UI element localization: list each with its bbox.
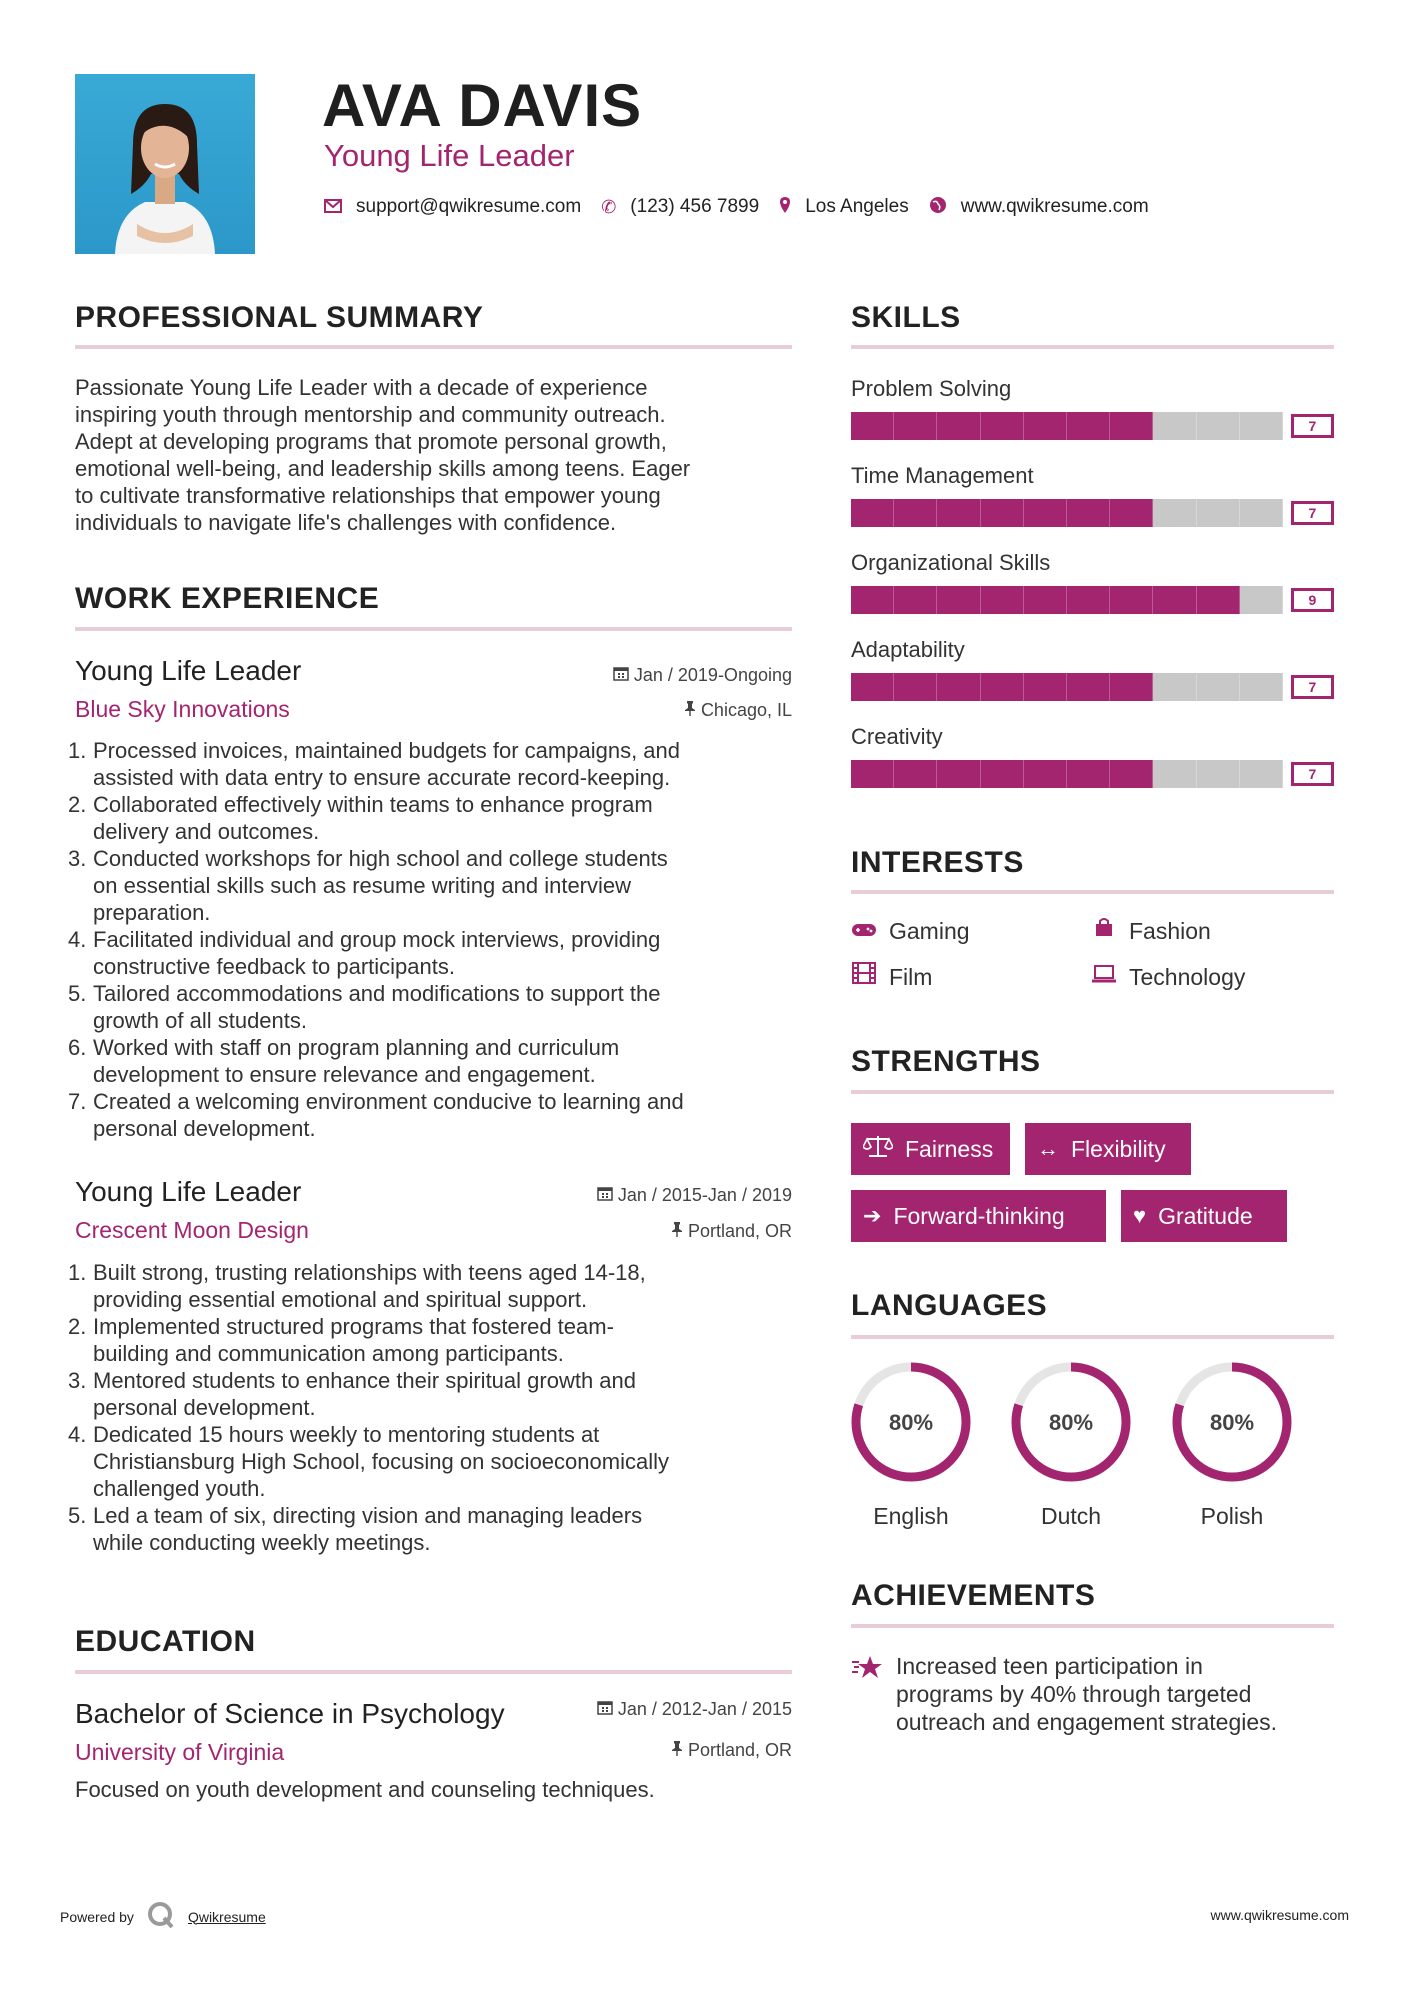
achievements-heading: ACHIEVEMENTS xyxy=(851,1579,1096,1612)
skill-segment-filled xyxy=(937,586,980,614)
education-note: Focused on youth development and counseling techniques. xyxy=(75,1777,655,1802)
summary-heading: PROFESSIONAL SUMMARY xyxy=(75,301,484,334)
language-percent: 80% xyxy=(888,1410,934,1435)
skill-segment-filled xyxy=(1067,586,1110,614)
experience-heading: WORK EXPERIENCE xyxy=(75,582,380,615)
footer-url[interactable]: www.qwikresume.com xyxy=(1210,1907,1349,1923)
strengths-heading: STRENGTHS xyxy=(851,1045,1041,1078)
calendar-icon xyxy=(597,1185,618,1205)
language-dutch xyxy=(1009,1360,1133,1530)
language-polish xyxy=(1170,1360,1294,1530)
interest-technology: Technology xyxy=(1091,962,1245,992)
skill-segment-filled xyxy=(894,412,937,440)
list-item: 7. Created a welcoming environment conducive to learning and personal development. xyxy=(68,1089,684,1141)
list-item: 3. Mentored students to enhance their spiritual growth and personal development. xyxy=(68,1368,636,1420)
skill-segment-filled xyxy=(1024,673,1067,701)
skill-segment-filled xyxy=(937,499,980,527)
job-2-duties xyxy=(68,1259,798,1556)
calendar-icon xyxy=(613,665,634,685)
skill-segment-filled xyxy=(1024,586,1067,614)
footer-powered-by xyxy=(60,1900,266,1933)
portrait-image xyxy=(75,74,255,254)
contact-location: Los Angeles xyxy=(805,196,909,217)
skill-segment-filled xyxy=(1153,586,1196,614)
candidate-title: Young Life Leader xyxy=(324,138,575,173)
skill-segment-empty xyxy=(1153,760,1196,788)
skill-segment-filled xyxy=(851,760,894,788)
job-2-title: Young Life Leader xyxy=(75,1176,302,1207)
contact-row xyxy=(324,194,1149,220)
skill-segment-empty xyxy=(1197,673,1240,701)
job-1-dates: Jan / 2019-Ongoing xyxy=(540,663,792,687)
skill-segment-filled xyxy=(1110,586,1153,614)
job-1-duties xyxy=(68,737,798,1142)
skill-segment-filled xyxy=(1067,673,1110,701)
skill-score: 7 xyxy=(1291,762,1334,786)
skill-segment-filled xyxy=(937,673,980,701)
skill-score: 7 xyxy=(1291,675,1334,699)
list-item: 1. Processed invoices, maintained budgets for campaigns, and assisted with data entry to ensure accurate record-keeping. xyxy=(68,738,681,790)
education-heading: EDUCATION xyxy=(75,1625,256,1658)
language-name: English xyxy=(873,1503,949,1529)
skill-segment-filled xyxy=(894,586,937,614)
strengths-divider xyxy=(851,1090,1334,1094)
summary-text: Passionate Young Life Leader with a decade of experience inspiring youth through mentorship and community outreach. Adept at developing programs that promote personal growth, emotional well-being, and leadership skills among teens. Eager to cultivate transformative relationships that empower young individuals to navigate life's challenges with confidence. xyxy=(75,375,691,535)
skill-segment-filled xyxy=(1024,499,1067,527)
film-icon xyxy=(851,962,877,992)
skill-segment-filled xyxy=(894,673,937,701)
skill-score: 7 xyxy=(1291,501,1334,525)
language-progress-ring xyxy=(849,1360,973,1484)
skill-bar xyxy=(851,673,1283,701)
skills-list xyxy=(851,375,1334,810)
gamepad-icon xyxy=(851,916,877,946)
trophy-star-icon xyxy=(851,1654,885,1687)
skill-segment-filled xyxy=(981,412,1024,440)
skills-heading: SKILLS xyxy=(851,301,961,334)
skill-segment-filled xyxy=(1067,499,1110,527)
heart-icon: ♥ xyxy=(1133,1203,1147,1228)
skill-segment-empty xyxy=(1240,760,1283,788)
skill-segment-empty xyxy=(1153,412,1196,440)
degree-title: Bachelor of Science in Psychology xyxy=(75,1698,505,1729)
strength-forward-thinking: ➔ Forward-thinking xyxy=(851,1190,1106,1242)
laptop-icon xyxy=(1091,962,1117,992)
list-item: 2. Implemented structured programs that fostered team- building and communication among participants. xyxy=(68,1314,614,1366)
skill-name: Time Management xyxy=(851,463,1034,488)
list-item: 4. Facilitated individual and group mock interviews, providing constructive feedback to participants. xyxy=(68,927,661,979)
achievement-text: Increased teen participation in programs by 40% through targeted outreach and engagement strategies. xyxy=(896,1653,1278,1735)
strength-fairness: Fairness xyxy=(851,1123,1010,1175)
interests-heading: INTERESTS xyxy=(851,846,1024,879)
profile-photo xyxy=(75,74,255,254)
skill-segment-filled xyxy=(1197,586,1240,614)
arrow-right-icon: ➔ xyxy=(863,1203,882,1228)
skill-name: Creativity xyxy=(851,724,943,749)
skill-bar xyxy=(851,412,1283,440)
skills-divider xyxy=(851,345,1334,349)
skill-segment-filled xyxy=(937,412,980,440)
skill-segment-filled xyxy=(1067,760,1110,788)
skill-segment-empty xyxy=(1153,673,1196,701)
interest-film: Film xyxy=(851,962,932,992)
interest-gaming: Gaming xyxy=(851,916,970,946)
globe-icon xyxy=(929,196,947,219)
summary-divider xyxy=(75,345,792,349)
job-2-dates: Jan / 2015-Jan / 2019 xyxy=(520,1183,792,1207)
strength-gratitude: ♥ Gratitude xyxy=(1121,1190,1287,1242)
skill-score: 7 xyxy=(1291,414,1334,438)
skill-segment-filled xyxy=(1110,499,1153,527)
experience-divider xyxy=(75,627,792,631)
pushpin-icon xyxy=(684,700,701,720)
skill-segment-empty xyxy=(1240,412,1283,440)
skill-segment-empty xyxy=(1153,499,1196,527)
list-item: 2. Collaborated effectively within teams to enhance program delivery and outcomes. xyxy=(68,792,653,844)
skill-segment-filled xyxy=(937,760,980,788)
skill-segment-filled xyxy=(981,499,1024,527)
job-1-company: Blue Sky Innovations xyxy=(75,696,290,722)
job-2-location: Portland, OR xyxy=(540,1219,792,1243)
skill-segment-empty xyxy=(1240,673,1283,701)
language-english xyxy=(849,1360,973,1530)
map-pin-icon xyxy=(779,196,791,219)
skill-segment-filled xyxy=(1110,673,1153,701)
powered-by-label: Powered by xyxy=(60,1908,134,1925)
list-item: 5. Led a team of six, directing vision and managing leaders while conducting weekly meetings. xyxy=(68,1503,643,1555)
candidate-name: AVA DAVIS xyxy=(322,72,643,139)
achievements-divider xyxy=(851,1624,1334,1628)
language-percent: 80% xyxy=(1048,1410,1094,1435)
job-1-title: Young Life Leader xyxy=(75,655,302,686)
skill-segment-empty xyxy=(1240,499,1283,527)
skill-segment-filled xyxy=(981,586,1024,614)
interest-fashion: Fashion xyxy=(1091,916,1211,946)
languages-divider xyxy=(851,1335,1334,1339)
brand-link[interactable]: Qwikresume xyxy=(187,1908,266,1925)
skill-segment-filled xyxy=(894,760,937,788)
skill-segment-filled xyxy=(1110,760,1153,788)
interests-divider xyxy=(851,890,1334,894)
skill-segment-filled xyxy=(851,499,894,527)
strength-flexibility: ↔ Flexibility xyxy=(1025,1123,1191,1175)
language-progress-ring xyxy=(1170,1360,1294,1484)
skill-item xyxy=(851,375,1334,462)
skill-score: 9 xyxy=(1291,588,1334,612)
skill-segment-empty xyxy=(1197,412,1240,440)
job-2-company: Crescent Moon Design xyxy=(75,1217,309,1243)
pushpin-icon xyxy=(671,1221,688,1241)
skill-segment-filled xyxy=(1067,412,1110,440)
skill-segment-filled xyxy=(894,499,937,527)
pushpin-icon xyxy=(671,1740,688,1760)
phone-icon: ✆ xyxy=(601,196,617,217)
skill-segment-filled xyxy=(851,412,894,440)
qwikresume-logo-icon xyxy=(146,1900,176,1933)
calendar-icon xyxy=(597,1699,618,1719)
skill-bar xyxy=(851,586,1283,614)
language-name: Dutch xyxy=(1040,1503,1102,1529)
skill-item xyxy=(851,462,1334,549)
skill-item xyxy=(851,549,1334,636)
job-1-location: Chicago, IL xyxy=(540,698,792,722)
skill-segment-filled xyxy=(1110,412,1153,440)
languages-heading: LANGUAGES xyxy=(851,1289,1048,1322)
skill-segment-filled xyxy=(1024,412,1067,440)
contact-phone[interactable]: (123) 456 7899 xyxy=(630,196,760,217)
education-dates: Jan / 2012-Jan / 2015 xyxy=(520,1697,792,1721)
education-divider xyxy=(75,1670,792,1674)
contact-email[interactable]: support@qwikresume.com xyxy=(356,196,582,217)
skill-segment-filled xyxy=(1024,760,1067,788)
school-name: University of Virginia xyxy=(75,1739,285,1765)
skill-name: Adaptability xyxy=(851,637,965,662)
education-location: Portland, OR xyxy=(540,1738,792,1762)
list-item: 4. Dedicated 15 hours weekly to mentoring students at Christiansburg High School, focusing on socioeconomically challenged youth. xyxy=(68,1422,669,1501)
balance-scale-icon xyxy=(863,1134,893,1164)
skill-segment-empty xyxy=(1197,499,1240,527)
list-item: 6. Worked with staff on program planning and curriculum development to ensure relevance and engagement. xyxy=(68,1035,620,1087)
language-progress-ring xyxy=(1009,1360,1133,1484)
skill-name: Problem Solving xyxy=(851,376,1012,401)
arrows-horizontal-icon: ↔ xyxy=(1037,1136,1059,1161)
skill-segment-filled xyxy=(851,673,894,701)
list-item: 1. Built strong, trusting relationships with teens aged 14-18, providing essential emotional and spiritual support. xyxy=(68,1260,646,1312)
skill-bar xyxy=(851,499,1283,527)
skill-segment-filled xyxy=(851,586,894,614)
skill-item xyxy=(851,723,1334,810)
skill-segment-empty xyxy=(1240,586,1283,614)
skill-item xyxy=(851,636,1334,723)
skill-bar xyxy=(851,760,1283,788)
skill-segment-empty xyxy=(1197,760,1240,788)
list-item: 5. Tailored accommodations and modifications to support the growth of all students. xyxy=(68,981,661,1033)
list-item: 3. Conducted workshops for high school and college students on essential skills such as resume writing and interview preparation. xyxy=(68,846,668,925)
skill-name: Organizational Skills xyxy=(851,550,1051,575)
skill-segment-filled xyxy=(981,760,1024,788)
contact-website[interactable]: www.qwikresume.com xyxy=(960,196,1149,217)
envelope-icon xyxy=(324,197,342,218)
shopping-bag-icon xyxy=(1091,916,1117,946)
language-percent: 80% xyxy=(1209,1410,1255,1435)
language-name: Polish xyxy=(1200,1503,1264,1529)
skill-segment-filled xyxy=(981,673,1024,701)
